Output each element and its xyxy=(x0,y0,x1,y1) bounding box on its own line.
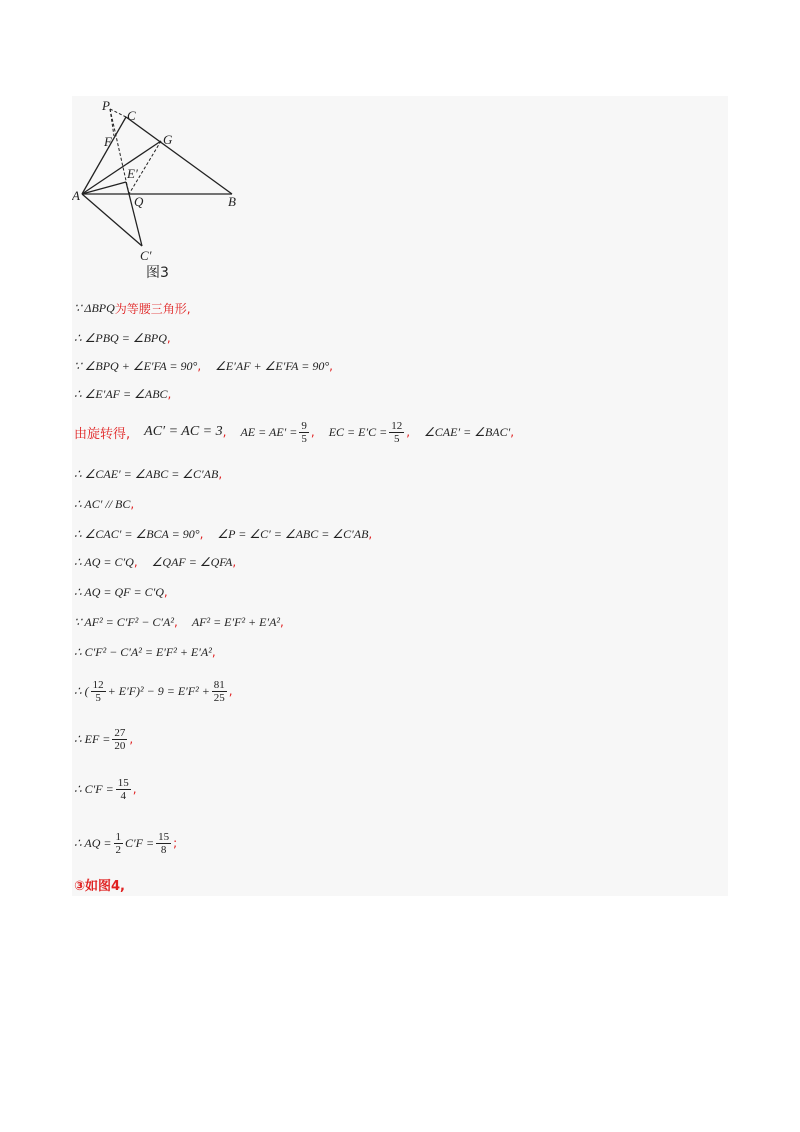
label-P: P xyxy=(102,98,110,113)
math-text: ∠P = ∠C′ = ∠ABC = ∠C′AB xyxy=(217,526,369,541)
annotation-text: , xyxy=(510,425,515,439)
annotation-text: , xyxy=(310,425,315,439)
segment-AE-prime xyxy=(82,182,126,194)
math-text: ∴ ∠E′AF = ∠ABC xyxy=(74,386,168,401)
fraction: $\frac{12}{5}$ xyxy=(391,419,403,445)
solution-panel xyxy=(72,96,728,896)
step-line xyxy=(74,552,236,572)
math-text: ∴ C′F = xyxy=(74,781,114,796)
math-text: ∴ ∠CAC′ = ∠BCA = 90° xyxy=(74,526,200,541)
fraction: $\frac{15}{4}$ xyxy=(117,776,129,802)
segment-AC-prime xyxy=(82,194,142,246)
fraction: $\frac{12}{5}$ xyxy=(92,678,104,704)
step-line xyxy=(74,298,191,318)
fraction: $\frac{27}{20}$ xyxy=(114,726,126,752)
math-text: ∵ AF² = C′F² − C′A² xyxy=(74,614,174,629)
math-text: C′F = xyxy=(125,835,155,850)
annotation-text: 由旋转得, xyxy=(74,426,131,442)
step-line xyxy=(74,612,284,632)
math-text: ∴ AQ = C′Q xyxy=(74,554,134,569)
step-line xyxy=(74,724,133,754)
step-line xyxy=(74,356,333,376)
label-C: C xyxy=(127,108,136,123)
annotation-text: , xyxy=(197,359,202,373)
annotation-text: , xyxy=(280,615,284,629)
step-line xyxy=(74,384,171,404)
annotation-text: , xyxy=(222,425,227,439)
step-line xyxy=(74,774,137,804)
math-text: ∴ ∠PBQ = ∠BPQ xyxy=(74,330,167,345)
annotation-text: , xyxy=(132,782,137,796)
step-line xyxy=(74,419,515,445)
annotation-text: , xyxy=(368,527,373,541)
math-text: ∵ ∠BPQ + ∠E′FA = 90° xyxy=(74,358,198,373)
math-text: AC′ = AC = 3 xyxy=(144,424,223,439)
math-text: ∴ EF = xyxy=(74,731,111,746)
math-text: ∵ ΔBPQ xyxy=(74,300,115,315)
annotation-text: , xyxy=(218,467,223,481)
math-text: ∠CAE′ = ∠BAC′ xyxy=(424,424,511,439)
annotation-text: , xyxy=(167,387,172,401)
label-Q: Q xyxy=(134,194,144,209)
math-text: + E′F)² − 9 = E′F² + xyxy=(107,683,210,698)
segment-AC xyxy=(82,117,126,194)
math-text: ∴ C′F² − C′A² = E′F² + E′A² xyxy=(74,644,212,659)
label-G: G xyxy=(163,132,173,147)
annotation-text: ③如图4, xyxy=(74,878,125,894)
fraction: $\frac{9}{5}$ xyxy=(301,419,307,445)
label-E-prime: E′ xyxy=(127,166,138,181)
step-line xyxy=(74,328,171,348)
annotation-text: ; xyxy=(173,836,178,850)
annotation-text: , xyxy=(130,497,135,511)
annotation-text: , xyxy=(166,331,171,345)
segment-AG xyxy=(82,141,161,194)
annotation-text: , xyxy=(199,527,204,541)
annotation-text: , xyxy=(228,684,233,698)
dashed-PC xyxy=(110,109,126,117)
step-line xyxy=(74,464,222,484)
annotation-text: , xyxy=(129,732,134,746)
annotation-text: , xyxy=(232,555,237,569)
label-A: A xyxy=(72,188,80,203)
annotation-text: , xyxy=(163,585,168,599)
annotation-text: , xyxy=(211,645,216,659)
step-line xyxy=(74,582,168,602)
fraction: $\frac{81}{25}$ xyxy=(213,678,225,704)
annotation-text: , xyxy=(173,615,178,629)
segment-CB xyxy=(126,117,232,194)
annotation-text: , xyxy=(133,555,138,569)
math-text: AE = AE′ = xyxy=(240,424,298,439)
step-line xyxy=(74,524,372,544)
math-text: ∴ AQ = xyxy=(74,835,112,850)
math-text: ∴ AQ = QF = C′Q xyxy=(74,584,164,599)
figure-caption: 图3 xyxy=(146,265,169,281)
fraction: $\frac{1}{2}$ xyxy=(115,830,122,856)
annotation-text: , xyxy=(406,425,411,439)
fraction: $\frac{15}{8}$ xyxy=(158,830,170,856)
step-line xyxy=(74,642,216,662)
label-B: B xyxy=(228,194,236,209)
math-text: ∠E′AF + ∠E′FA = 90° xyxy=(215,358,330,373)
math-text: AF² = E′F² + E′A² xyxy=(191,614,281,629)
annotation-text: , xyxy=(329,359,333,373)
step-line xyxy=(74,874,125,894)
segment-E-prime-C-prime xyxy=(126,182,142,246)
label-C-prime: C′ xyxy=(140,248,152,263)
math-text: ∴ ( xyxy=(74,683,89,698)
dashed-PF xyxy=(110,109,114,136)
math-text: ∴ AC′ // BC xyxy=(74,496,131,511)
math-text: EC = E′C = xyxy=(328,424,388,439)
step-line xyxy=(74,676,233,706)
math-text: ∠QAF = ∠QFA xyxy=(151,554,233,569)
geometry-figure-3 xyxy=(72,96,272,286)
step-line xyxy=(74,828,177,858)
annotation-text: 为等腰三角形, xyxy=(114,301,191,316)
step-line xyxy=(74,494,134,514)
label-F: F xyxy=(104,134,112,149)
math-text: ∴ ∠CAE′ = ∠ABC = ∠C′AB xyxy=(74,466,219,481)
